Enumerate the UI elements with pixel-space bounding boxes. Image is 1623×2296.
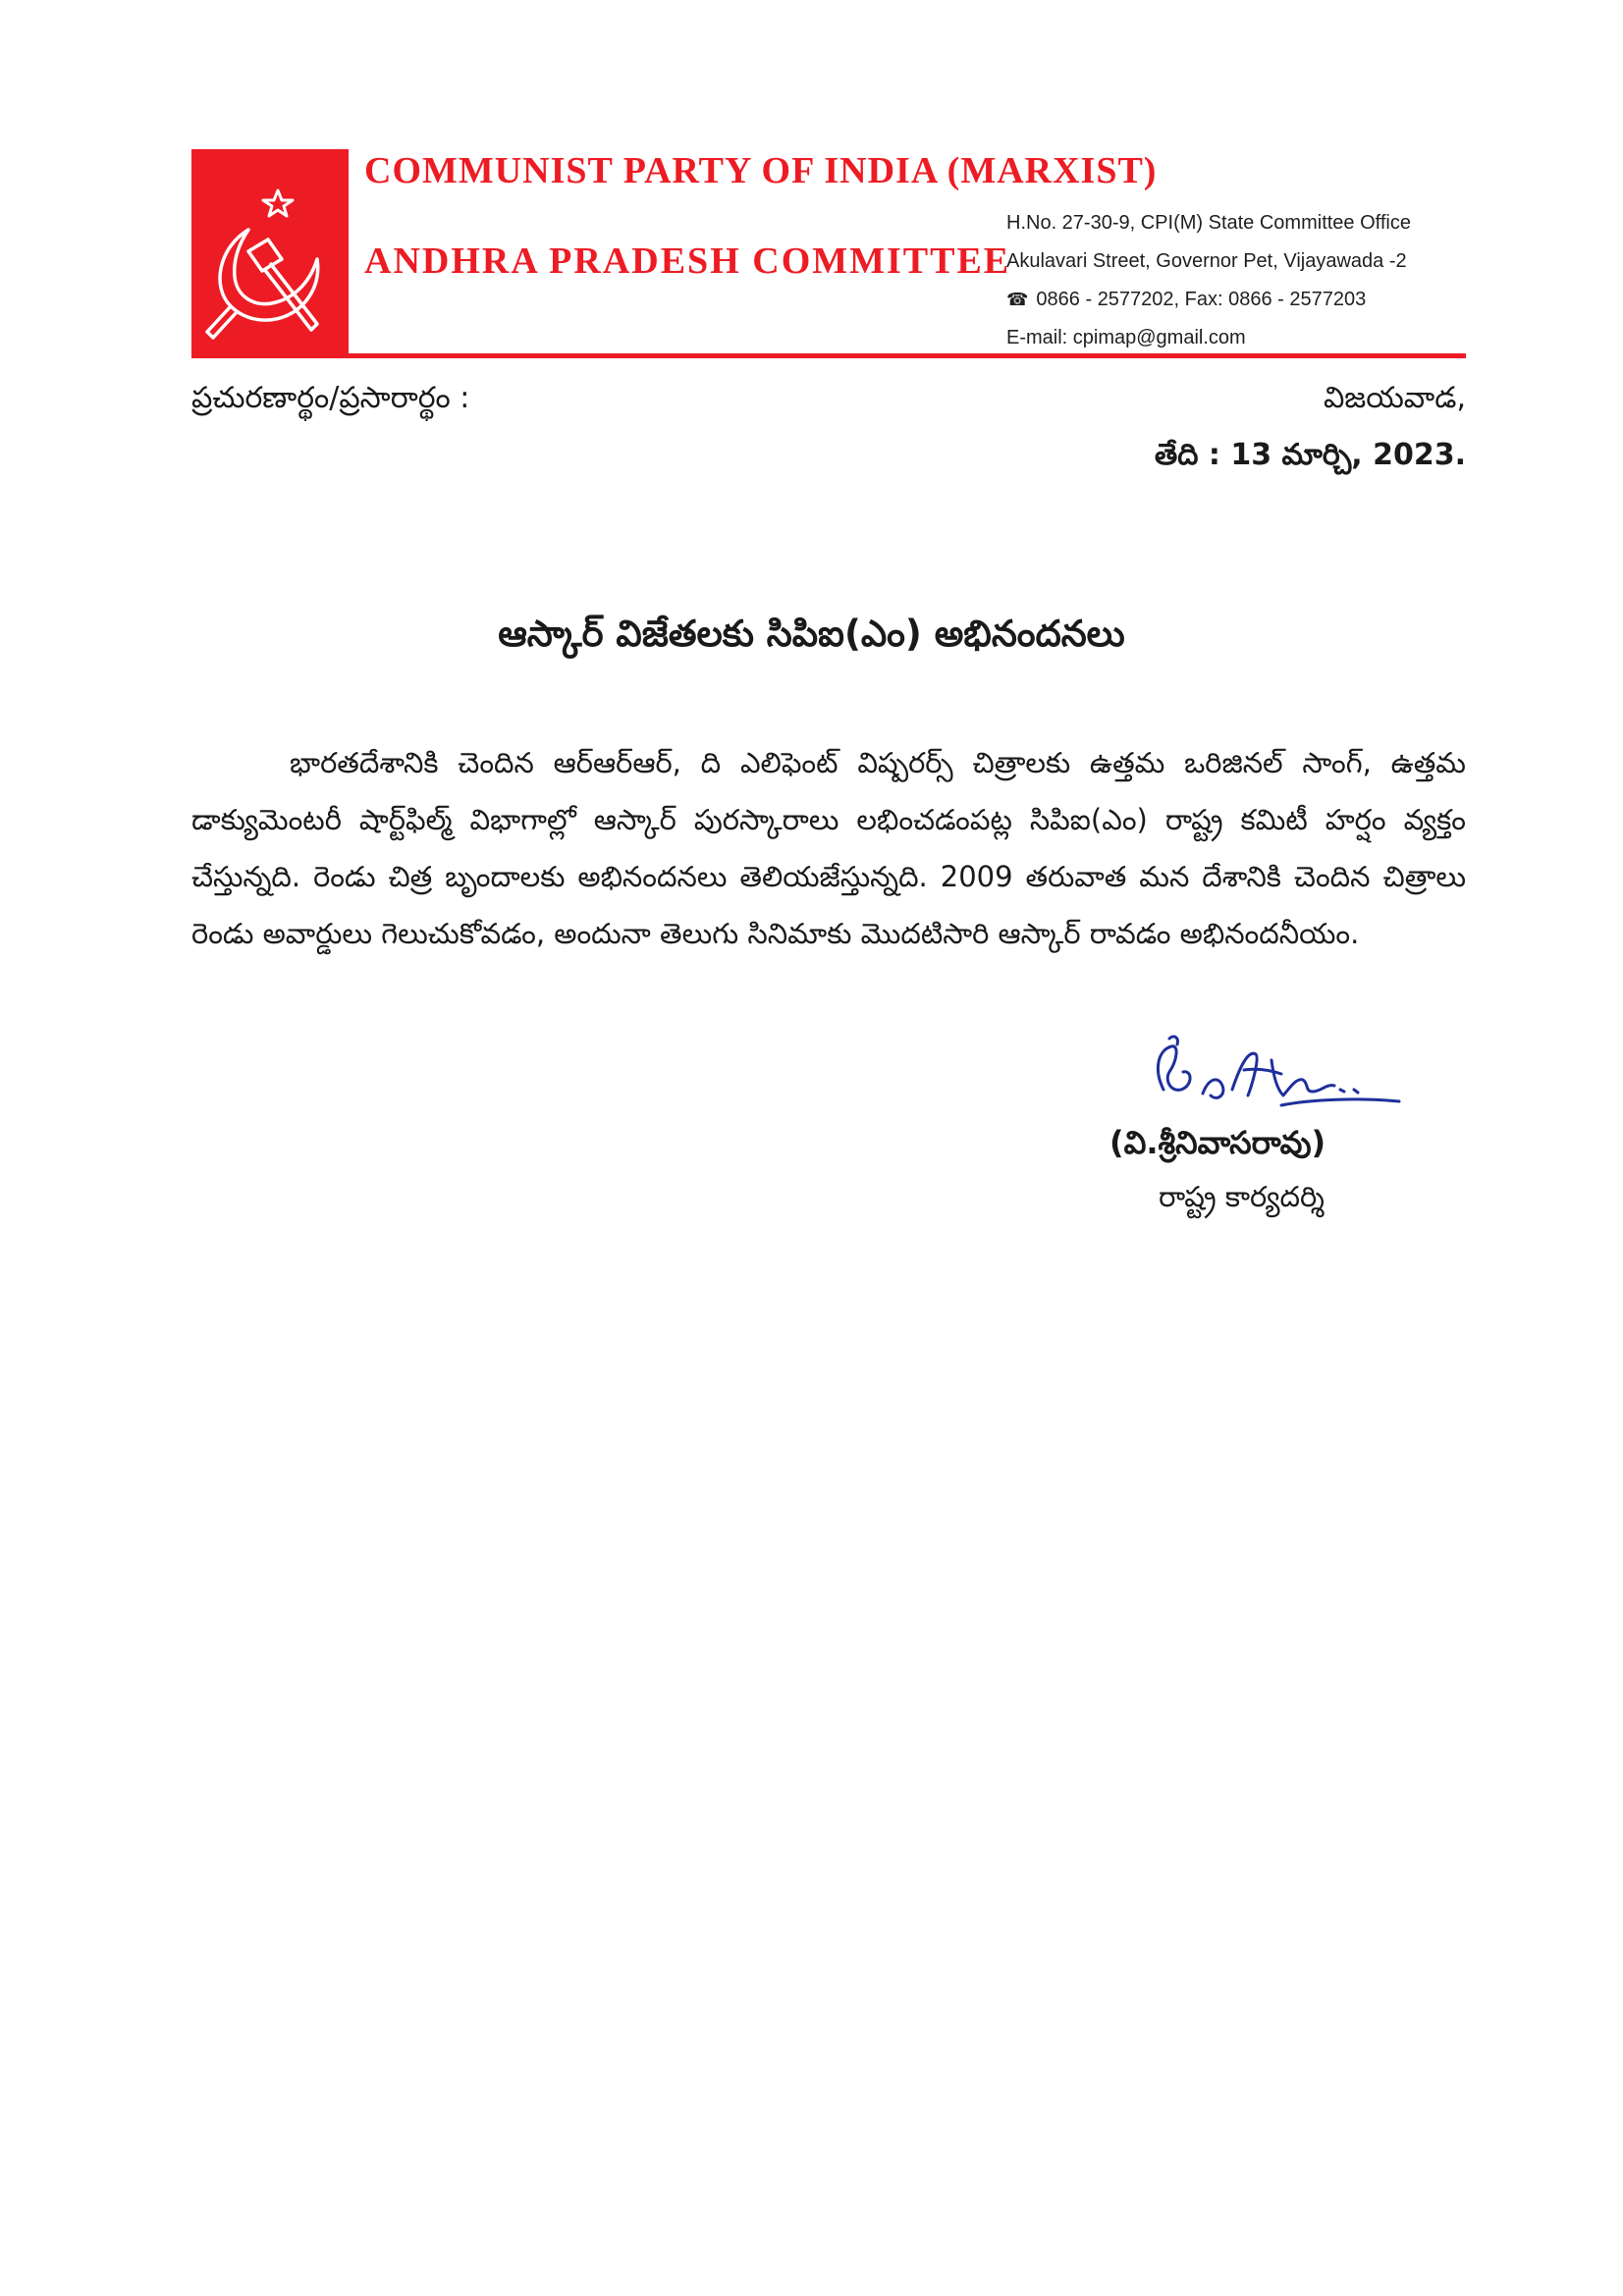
document-title: ఆస్కార్‌ విజేతలకు సిపిఐ(ఎం) అభినందనలు	[498, 613, 1125, 655]
hammer-sickle-star-icon	[191, 149, 349, 358]
header-divider	[349, 353, 1466, 358]
committee-name: ANDHRA PRADESH COMMITTEE	[364, 240, 1011, 282]
signer-name: (వి.శ్రీనివాసరావు)	[1109, 1124, 1326, 1161]
phone-fax-text: 0866 - 2577202, Fax: 0866 - 2577203	[1036, 289, 1367, 310]
body-paragraph: భారతదేశానికి చెందిన ఆర్‌ఆర్‌ఆర్‌, ది ఎలిఫెంట్‌ విష్పరర్స్‌ చిత్రాలకు ఉత్తమ ఒరిజినల్‌ సాంగ్‌, ఉత్తమ డాక్యుమెంటరీ షార్ట్‌ఫిల్మ్‌ విభాగాల్లో ఆస్కార్‌ పురస్కారాలు లభించడంపట్ల సిపిఐ(ఎం) రాష్ట్ర కమిటీ హర్షం వ్యక్తం చేస్తున్నది. రెండు చిత్ర బృందాలకు అభినందనలు తెలియజేస్తున్నది. 2009 తరువాత మన దేశానికి చెందిన చిత్రాలు రెండు అవార్డులు గెలుచుకోవడం, అందునా తెలుగు సినిమాకు మొదటిసారి ఆస్కార్‌ రావడం అభినందనీయం.	[191, 746, 1466, 950]
email-line: E-mail: cpimap@gmail.com	[1006, 327, 1246, 348]
address-line: H.No. 27-30-9, CPI(M) State Committee Office	[1006, 212, 1411, 234]
telephone-icon: ☎	[1006, 290, 1029, 309]
org-name: COMMUNIST PARTY OF INDIA (MARXIST)	[364, 150, 1158, 191]
release-label: ప్రచురణార్థం/ప్రసారార్థం :	[191, 381, 470, 415]
place-label: విజయవాడ,	[1323, 381, 1466, 415]
party-logo	[191, 149, 349, 358]
letterhead	[191, 149, 1466, 358]
date-label: తేది : 13 మార్చి, 2023.	[1154, 438, 1466, 472]
signer-title: రాష్ట్ర కార్యదర్శి	[1159, 1180, 1325, 1213]
handwritten-signature	[1134, 1031, 1409, 1133]
address-block	[1006, 204, 1411, 357]
address-line: Akulavari Street, Governor Pet, Vijayawada -2	[1006, 250, 1407, 272]
phone-fax-line	[1006, 281, 1411, 319]
